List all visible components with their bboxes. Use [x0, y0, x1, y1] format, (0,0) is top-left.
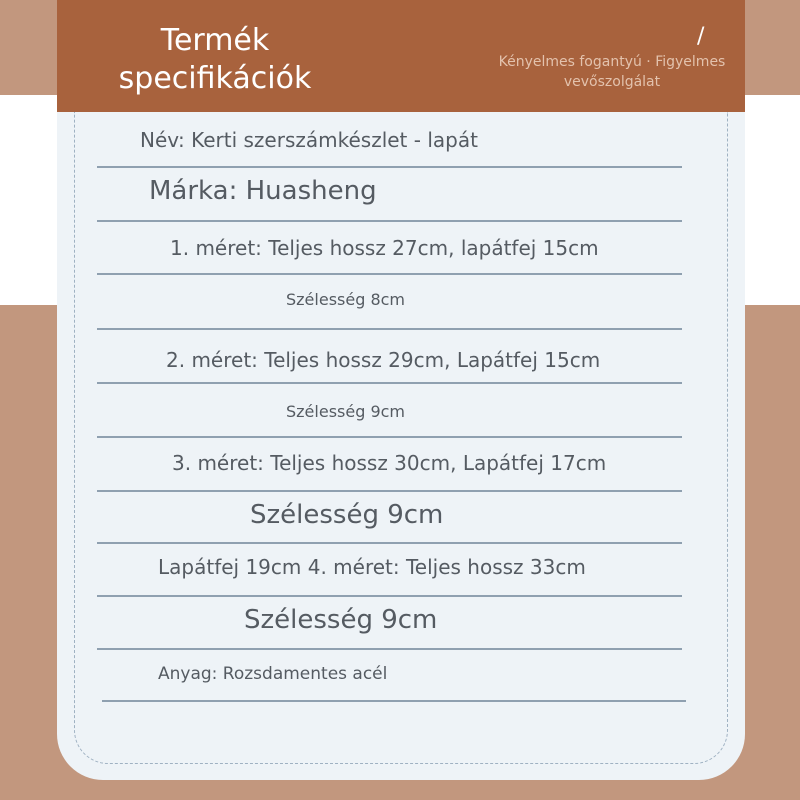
spec-width-3: Szélesség 9cm	[250, 500, 444, 530]
header-slogan: Kényelmes fogantyú · Figyelmes vevőszolgálat	[498, 54, 726, 90]
separator	[97, 436, 682, 438]
separator	[97, 382, 682, 384]
spec-width-4: Szélesség 9cm	[244, 605, 438, 635]
separator	[97, 595, 682, 597]
spec-size-1: 1. méret: Teljes hossz 27cm, lapátfej 15cm	[170, 236, 599, 260]
page-title: Termék specifikációk	[118, 23, 312, 96]
spec-size-2: 2. méret: Teljes hossz 29cm, Lapátfej 15cm	[166, 348, 601, 372]
header-slash: /	[697, 24, 705, 49]
spec-material: Anyag: Rozsdamentes acél	[158, 664, 388, 684]
spec-width-1: Szélesség 8cm	[286, 290, 406, 309]
separator	[97, 220, 682, 222]
separator	[97, 166, 682, 168]
spec-name: Név: Kerti szerszámkészlet - lapát	[140, 128, 478, 152]
separator	[97, 273, 682, 275]
separator	[97, 490, 682, 492]
spec-size-3: 3. méret: Teljes hossz 30cm, Lapátfej 17cm	[172, 451, 607, 475]
separator	[102, 700, 686, 702]
header-banner	[57, 0, 745, 112]
spec-brand: Márka: Huasheng	[149, 176, 377, 206]
separator	[97, 542, 682, 544]
spec-width-2: Szélesség 9cm	[286, 402, 406, 421]
separator	[97, 648, 682, 650]
spec-size-4: Lapátfej 19cm 4. méret: Teljes hossz 33cm	[158, 555, 586, 579]
separator	[97, 328, 682, 330]
